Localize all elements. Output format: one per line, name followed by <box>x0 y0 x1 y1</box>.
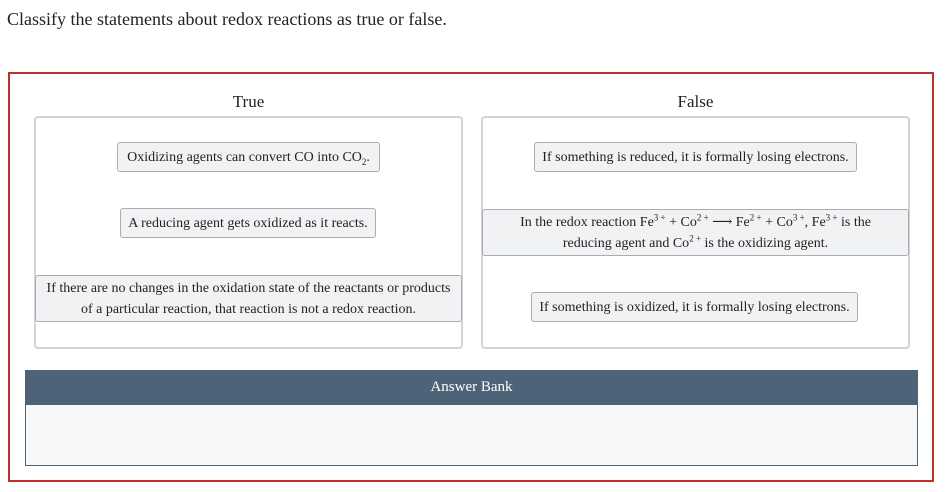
card-superscript: 2 + <box>689 232 702 243</box>
card-superscript: 3 + <box>653 211 666 222</box>
card-text: A reducing agent gets oxidized as it reacts. <box>128 215 368 231</box>
false-card-redox-fe-co[interactable] <box>482 209 909 256</box>
answer-bank-header: Answer Bank <box>25 370 918 405</box>
card-superscript: 3 + <box>825 211 838 222</box>
question-prompt: Classify the statements about redox reactions as true or false. <box>7 9 447 29</box>
reaction-arrow: ⟶ <box>708 214 736 230</box>
card-superscript: 2 + <box>749 211 762 222</box>
answer-bank-drop-zone[interactable] <box>25 405 918 466</box>
card-superscript: 2 + <box>696 211 709 222</box>
false-column-title: False <box>677 92 714 111</box>
card-text: + Co <box>665 214 697 230</box>
card-text: reducing agent and Co <box>562 235 690 251</box>
false-card-reduced-losing-electrons[interactable] <box>534 142 857 172</box>
card-text: Fe <box>735 214 750 230</box>
true-card-oxidizing-agents[interactable] <box>117 142 380 172</box>
card-superscript: 3 + <box>792 211 805 222</box>
card-text: , Fe <box>804 214 826 230</box>
true-card-reducing-agent[interactable] <box>120 208 376 238</box>
card-text: is the <box>837 214 871 230</box>
card-text: . <box>366 149 370 165</box>
card-text: If something is oxidized, it is formally losing electrons. <box>539 299 850 315</box>
card-subscript: 2 <box>361 156 367 167</box>
false-card-oxidized-losing-electrons[interactable] <box>531 292 858 322</box>
true-column-title: True <box>232 92 265 111</box>
card-text-line2: of a particular reaction, that reaction is not a redox reaction. <box>80 301 417 317</box>
true-card-no-oxidation-change[interactable] <box>35 275 462 322</box>
card-text: is the oxidizing agent. <box>701 235 829 251</box>
card-text: + Co <box>761 214 793 230</box>
card-text: Oxidizing agents can convert CO into CO <box>127 149 362 165</box>
card-text: In the redox reaction Fe <box>520 214 654 230</box>
card-text-line1: If there are no changes in the oxidation state of the reactants or products <box>46 280 451 296</box>
card-text: If something is reduced, it is formally losing electrons. <box>542 149 849 165</box>
